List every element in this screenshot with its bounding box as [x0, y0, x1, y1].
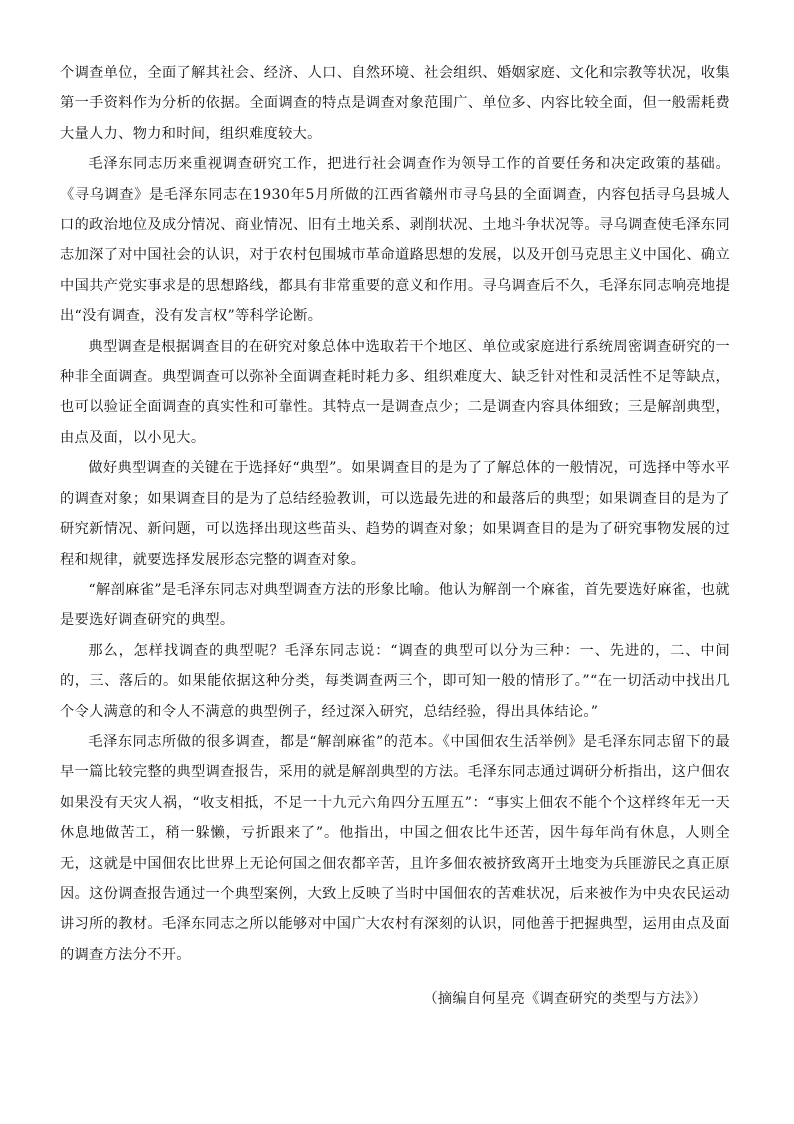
- document-body: [60, 58, 730, 970]
- paragraph-choosing-typical: 做好典型调查的关键在于选择好“典型”。如果调查目的是为了了解总体的一般情况，可选择中等水平的调查对象；如果调查目的是为了总结经验教训，可以选最先进的和最落后的典型；如果调查目的是为了研究新情况、新问题，可以选择出现这些苗头、趋势的调查对象；如果调查目的是为了研究事物发展的过程和规律，就要选择发展形态完整的调查对象。: [60, 460, 730, 568]
- paragraph-dissecting-sparrow: “解剖麻雀”是毛泽东同志对典型调查方法的形象比喻。他认为解剖一个麻雀，首先要选好麻雀，也就是要选好调查研究的典型。: [60, 581, 730, 629]
- paragraph-continuation: 个调查单位，全面了解其社会、经济、人口、自然环境、社会组织、婚姻家庭、文化和宗教等状况，收集第一手资料作为分析的依据。全面调查的特点是调查对象范围广、单位多、内容比较全面，但一般需耗费大量人力、物力和时间，组织难度较大。: [60, 65, 730, 142]
- paragraph-typical-investigation: 典型调查是根据调查目的在研究对象总体中选取若干个地区、单位或家庭进行系统周密调查研究的一种非全面调查。典型调查可以弥补全面调查耗时耗力多、组织难度大、缺乏针对性和灵活性不足等缺点，也可以验证全面调查的真实性和可靠性。其特点一是调查点少；二是调查内容具体细致；三是解剖典型，由点及面，以小见大。: [60, 338, 730, 446]
- paragraph-how-to-find-typical: 那么，怎样找调查的典型呢？毛泽东同志说：“调查的典型可以分为三种：一、先进的，二、中间的，三、落后的。如果能依据这种分类，每类调查两三个，即可知一般的情形了。”“在一切活动中找出几个令人满意的和令人不满意的典型例子，经过深入研究，总结经验，得出具体结论。”: [60, 642, 730, 720]
- paragraph-xunwu-investigation: 毛泽东同志历来重视调查研究工作，把进行社会调查作为领导工作的首要任务和决定政策的基础。《寻乌调查》是毛泽东同志在1930年5月所做的江西省赣州市寻乌县的全面调查，内容包括寻乌县城人口的政治地位及成分情况、商业情况、旧有土地关系、剥削状况、土地斗争状况等。寻乌调查使毛泽东同志加深了对中国社会的认识，对于农村包围城市革命道路思想的发展，以及开创马克思主义中国化、确立中国共产党实事求是的思想路线，都具有非常重要的意义和作用。寻乌调查后不久，毛泽东同志响亮地提出“没有调查，没有发言权”等科学论断。: [60, 156, 730, 325]
- source-citation: （摘编自何星亮《调查研究的类型与方法》）: [423, 991, 707, 1007]
- paragraph-tenant-farmer-report: 毛泽东同志所做的很多调查，都是“解剖麻雀”的范本。《中国佃农生活举例》是毛泽东同志留下的最早一篇比较完整的典型调查报告，采用的就是解剖典型的方法。毛泽东同志通过调研分析指出，这户佃农如果没有天灾人祸，“收支相抵，不足一十九元六角四分五厘五”：“事实上佃农不能个个这样终年无一天休息地做苦工，稍一躲懒，亏折跟来了”。他指出，中国之佃农比牛还苦，因牛每年尚有休息，人则全无，这就是中国佃农比世界上无论何国之佃农都辛苦，且许多佃农被挤致离开土地变为兵匪游民之真正原因。这份调查报告通过一个典型案例，大致上反映了当时中国佃农的苦难状况，后来被作为中央农民运动讲习所的教材。毛泽东同志之所以能够对中国广大农村有深刻的认识，同他善于把握典型，运用由点及面的调查方法分不开。: [60, 733, 730, 963]
